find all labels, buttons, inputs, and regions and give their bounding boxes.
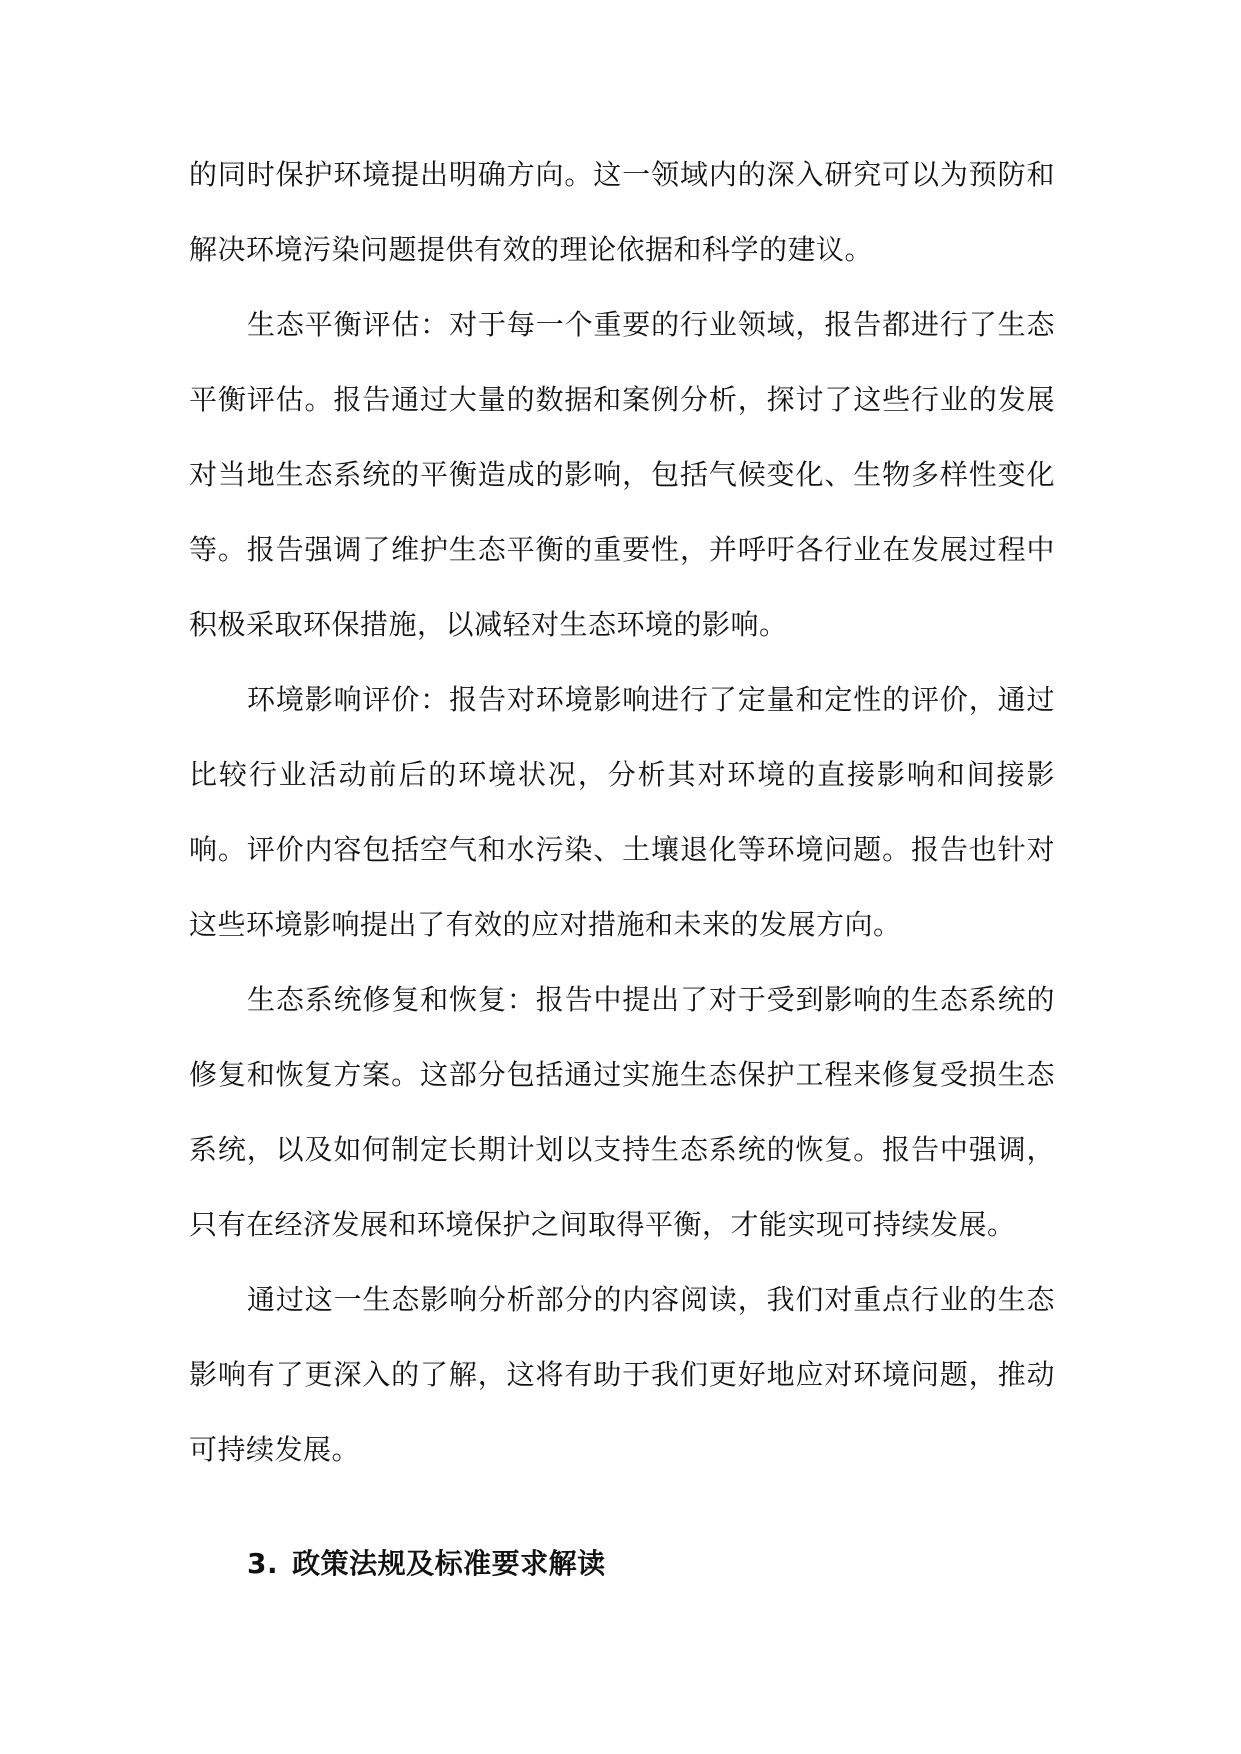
section-number: 3. xyxy=(247,1547,279,1580)
paragraph-conclusion: 通过这一生态影响分析部分的内容阅读，我们对重点行业的生态影响有了更深入的了解，这将有助于我们更好地应对环境问题，推动可持续发展。 xyxy=(189,1283,1055,1466)
section-title: 政策法规及标准要求解读 xyxy=(292,1547,606,1580)
document-body xyxy=(189,137,1055,1601)
section-heading xyxy=(189,1526,1055,1601)
paragraph-environmental-impact-evaluation: 环境影响评价：报告对环境影响进行了定量和定性的评价，通过比较行业活动前后的环境状况，分析其对环境的直接影响和间接影响。评价内容包括空气和水污染、土壤退化等环境问题。报告也针对这些环境影响提出了有效的应对措施和未来的发展方向。 xyxy=(189,683,1055,941)
paragraph-ecosystem-restoration: 生态系统修复和恢复：报告中提出了对于受到影响的生态系统的修复和恢复方案。这部分包括通过实施生态保护工程来修复受损生态系统，以及如何制定长期计划以支持生态系统的恢复。报告中强调，只有在经济发展和环境保护之间取得平衡，才能实现可持续发展。 xyxy=(189,983,1055,1241)
paragraph-ecological-balance-assessment: 生态平衡评估：对于每一个重要的行业领域，报告都进行了生态平衡评估。报告通过大量的数据和案例分析，探讨了这些行业的发展对当地生态系统的平衡造成的影响，包括气候变化、生物多样性变化等。报告强调了维护生态平衡的重要性，并呼吁各行业在发展过程中积极采取环保措施，以减轻对生态环境的影响。 xyxy=(189,308,1055,641)
paragraph-continuation: 的同时保护环境提出明确方向。这一领域内的深入研究可以为预防和解决环境污染问题提供有效的理论依据和科学的建议。 xyxy=(189,158,1055,266)
